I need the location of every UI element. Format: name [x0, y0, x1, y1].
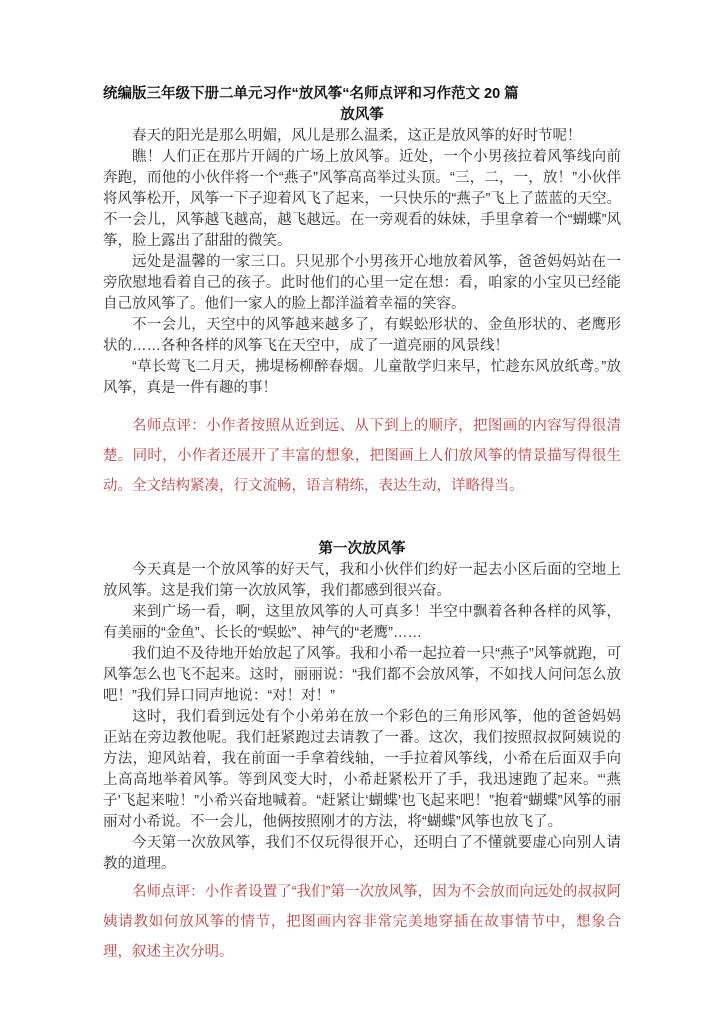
essay1-paragraph: 瞧！人们正在那片开阔的广场上放风筝。近处，一个小男孩拉着风筝线向前奔跑，而他的小伙伴将一个“燕子”风筝高高举过头顶。“三，二，一，放！”小伙伴将风筝松开，风筝一下子迎着风飞了起来，一只快乐的“燕子”飞上了蓝蓝的天空。不一会儿，风筝越飞越高，越飞越远。在一旁观看的妹妹，手里拿着一个“蝴蝶”风筝，脸上露出了甜甜的微笑。	[103, 149, 621, 249]
essay1-teacher-comment: 名师点评：小作者按照从近到远、从下到上的顺序，把图画的内容写得很清楚。同时，小作者还展开了丰富的想象，把图画上人们放风筝的情景描写得很生动。全文结构紧凑，行文流畅，语言精练，表达生动，详略得当。	[103, 418, 621, 494]
essay1-heading: 放风筝	[340, 107, 384, 123]
essay2-teacher-comment: 名师点评：小作者设置了“我们”第一次放风筝，因为不会放而向远处的叔叔阿姨请教如何放风筝的情节，把图画内容非常完美地穿插在故事情节中，想象合理，叙述主次分明。	[103, 884, 621, 960]
essay2-paragraph: 来到广场一看，啊，这里放风筝的人可真多！半空中飘着各种各样的风筝，有美丽的“金鱼”、长长的“蜈蚣”、神气的“老鹰”……	[103, 604, 621, 641]
essay1-paragraph: “草长莺飞二月天，拂堤杨柳醉春烟。儿童散学归来早，忙趁东风放纸鸢。”放风筝，真是一件有趣的事！	[103, 359, 621, 396]
essay2-paragraph: 今天第一次放风筝，我们不仅玩得很开心，还明白了不懂就要虚心向别人请教的道理。	[103, 835, 621, 872]
essay2-paragraph: 我们迫不及待地开始放起了风筝。我和小希一起拉着一只“燕子”风筝就跑，可风筝怎么也飞不起来。这时，丽丽说：“我们都不会放风筝，不如找人问问怎么放吧！”我们异口同声地说：“对！对！”	[103, 646, 621, 704]
document-title: 统编版三年级下册二单元习作“放风筝“名师点评和习作范文 20 篇	[103, 86, 519, 102]
essay2-paragraph: 今天真是一个放风筝的好天气，我和小伙伴们约好一起去小区后面的空地上放风筝。这是我们第一次放风筝，我们都感到很兴奋。	[103, 562, 621, 599]
essay2-heading: 第一次放风筝	[318, 541, 406, 557]
essay1-paragraph: 春天的阳光是那么明媚，风儿是那么温柔，这正是放风筝的好时节呢！	[132, 128, 582, 144]
essay1-paragraph: 不一会儿，天空中的风筝越来越多了，有蜈蚣形状的、金鱼形状的、老鹰形状的……各种各样的风筝飞在天空中，成了一道亮丽的风景线！	[103, 317, 621, 354]
essay2-paragraph: 这时，我们看到远处有个小弟弟在放一个彩色的三角形风筝，他的爸爸妈妈正站在旁边教他呢。我们赶紧跑过去请教了一番。这次，我们按照叔叔阿姨说的方法，迎风站着，我在前面一手拿着线轴，一手拉着风筝线，小希在后面双手向上高高地举着风筝。等到风变大时，小希赶紧松开了手，我迅速跑了起来。“‘燕子’飞起来啦！”小希兴奋地喊着。“赶紧让‘蝴蝶’也飞起来吧！”抱着“蝴蝶”风筝的丽丽对小希说。不一会儿，他俩按照刚才的方法，将“蝴蝶”风筝也放飞了。	[103, 709, 621, 830]
essay1-paragraph: 远处是温馨的一家三口。只见那个小男孩开心地放着风筝，爸爸妈妈站在一旁欣慰地看着自己的孩子。此时他们的心里一定在想：看，咱家的小宝贝已经能自己放风筝了。他们一家人的脸上都洋溢着幸福的笑容。	[103, 254, 621, 312]
